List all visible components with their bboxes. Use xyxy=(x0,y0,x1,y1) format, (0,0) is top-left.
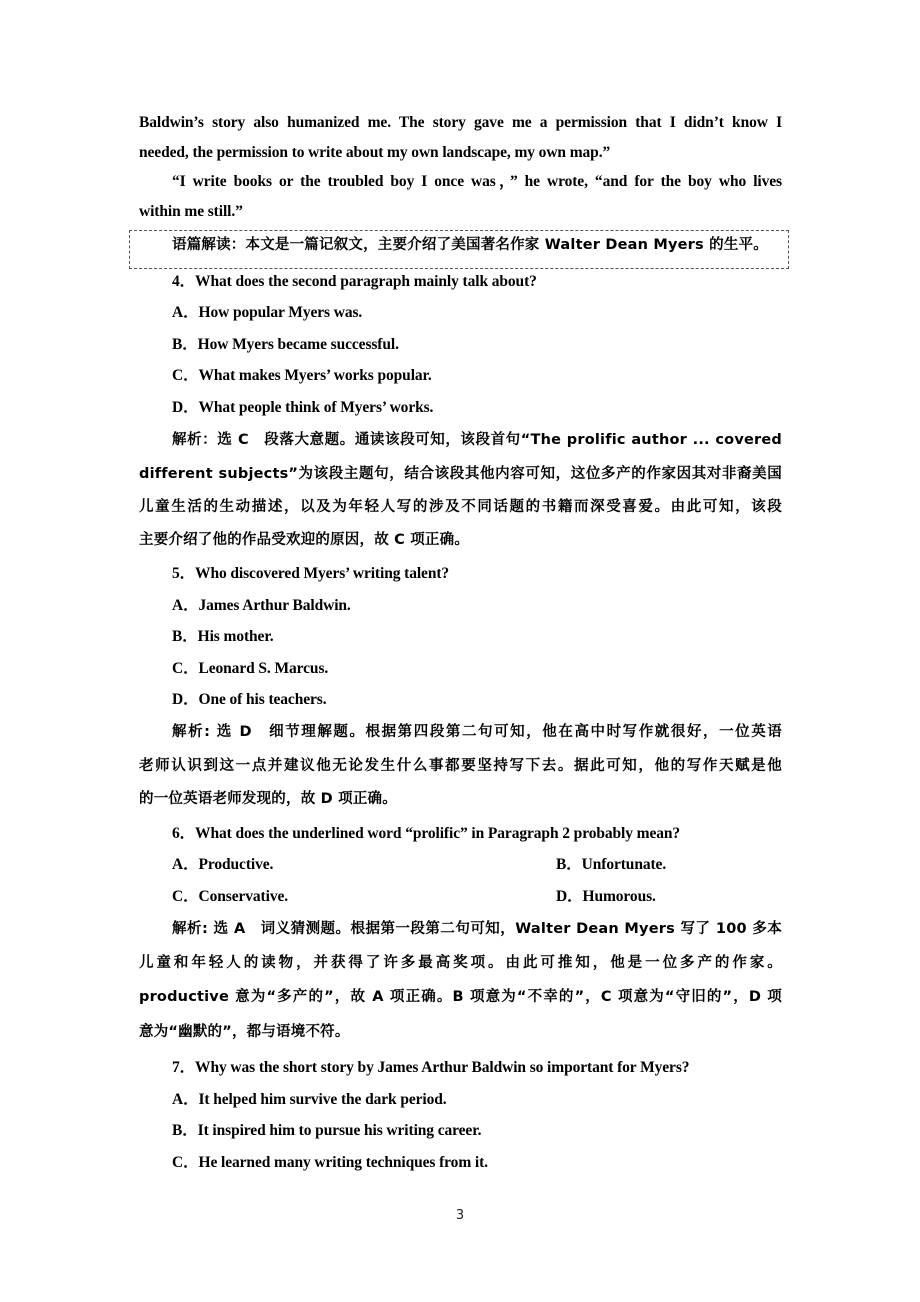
option-d: D．One of his teachers. xyxy=(172,691,327,708)
analysis-line: 解析：选 C 段落大意题。通读该段可知，该段首句“The prolific author ... covered xyxy=(172,432,782,448)
option-b: B．It inspired him to pursue his writing career. xyxy=(172,1122,482,1139)
analysis-line: different subjects”为该段主题句，结合该段其他内容可知，这位多产的作家因其对非裔美国 xyxy=(139,466,782,482)
option-c: C．He learned many writing techniques from it. xyxy=(172,1154,488,1171)
option-b: B．How Myers became successful. xyxy=(172,336,399,353)
option-a: A．It helped him survive the dark period. xyxy=(172,1091,447,1108)
analysis-line: 解析: 选 A 词义猜测题。根据第一段第二句可知，Walter Dean Myers 写了 100 多本 xyxy=(172,921,782,937)
analysis-line: 的一位英语老师发现的，故 D 项正确。 xyxy=(139,791,397,807)
option-d: D．Humorous. xyxy=(556,888,656,905)
question-stem: 5．Who discovered Myers’ writing talent? xyxy=(172,565,450,582)
option-b: B．Unfortunate. xyxy=(556,856,667,873)
question-stem: 7．Why was the short story by James Arthur Baldwin so important for Myers? xyxy=(172,1059,690,1076)
option-a: A．How popular Myers was. xyxy=(172,304,363,321)
option-a: A．James Arthur Baldwin. xyxy=(172,597,351,614)
passage-line: needed, the permission to write about my own landscape, my own map.” xyxy=(139,144,611,161)
option-c: C．Conservative. xyxy=(172,888,289,905)
analysis-line: productive 意为“多产的”，故 A 项正确。B 项意为“不幸的”，C 项意为“守旧的”，D 项 xyxy=(139,989,782,1005)
option-d: D．What people think of Myers’ works. xyxy=(172,399,434,416)
analysis-line: 老师认识到这一点并建议他无论发生什么事都要坚持写下去。据此可知，他的写作天赋是他 xyxy=(139,758,782,774)
option-c: C．Leonard S. Marcus. xyxy=(172,660,329,677)
page-number: 3 xyxy=(455,1208,465,1223)
option-a: A．Productive. xyxy=(172,856,274,873)
question-stem: 6．What does the underlined word “prolific” in Paragraph 2 probably mean? xyxy=(172,825,681,842)
analysis-line: 意为“幽默的”，都与语境不符。 xyxy=(139,1024,350,1040)
summary-text: 语篇解读：本文是一篇记叙文，主要介绍了美国著名作家 Walter Dean Myers 的生平。 xyxy=(172,237,768,253)
analysis-line: 儿童和年轻人的读物，并获得了许多最高奖项。由此可推知，他是一位多产的作家。 xyxy=(139,955,782,971)
option-c: C．What makes Myers’ works popular. xyxy=(172,367,432,384)
passage-line: within me still.” xyxy=(139,203,243,220)
passage-line: “I write books or the troubled boy I once was，” he wrote, “and for the boy who lives xyxy=(172,173,782,190)
passage-line: Baldwin’s story also humanized me. The story gave me a permission that I didn’t know I xyxy=(139,114,782,131)
analysis-line: 儿童生活的生动描述，以及为年轻人写的涉及不同话题的书籍而深受喜爱。由此可知，该段 xyxy=(139,499,782,515)
option-b: B．His mother. xyxy=(172,628,274,645)
question-stem: 4．What does the second paragraph mainly talk about? xyxy=(172,273,537,290)
analysis-line: 解析: 选 D 细节理解题。根据第四段第二句可知，他在高中时写作就很好，一位英语 xyxy=(172,724,782,740)
analysis-line: 主要介绍了他的作品受欢迎的原因，故 C 项正确。 xyxy=(139,532,470,548)
